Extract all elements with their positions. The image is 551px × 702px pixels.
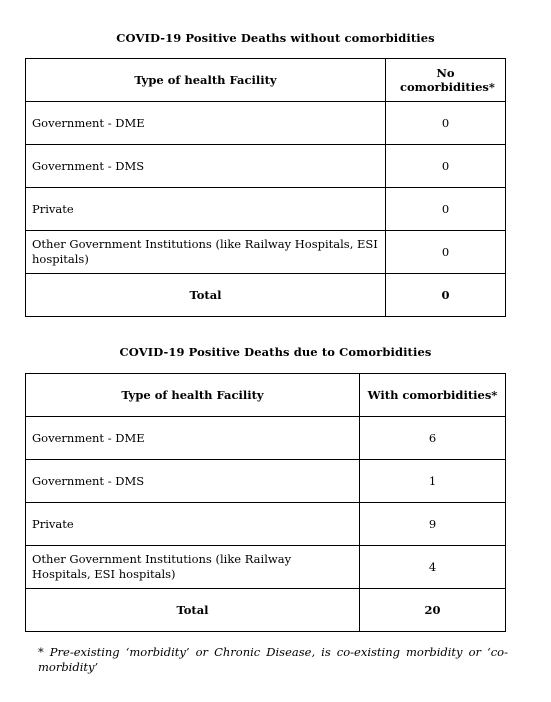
table-row [26,503,506,546]
table-row [26,546,506,589]
total-label: Total [26,274,386,317]
table-header-row [26,59,506,102]
row-label: Government - DME [26,102,386,145]
total-value: 20 [360,589,506,632]
table-row [26,188,506,231]
row-value: 6 [360,417,506,460]
row-label: Government - DMS [26,145,386,188]
table1-title: COVID-19 Positive Deaths without comorbidities [116,31,435,45]
row-value: 0 [386,102,506,145]
header-facility-type: Type of health Facility [26,374,360,417]
table-row [26,460,506,503]
row-label: Private [26,188,386,231]
header-with-comorbidities: With comorbidities* [360,374,506,417]
total-label: Total [26,589,360,632]
row-value: 0 [386,188,506,231]
no-comorbidities-table [25,58,506,317]
table2-title: COVID-19 Positive Deaths due to Comorbidities [119,345,432,359]
row-label: Private [26,503,360,546]
row-value: 0 [386,145,506,188]
row-value: 4 [360,546,506,589]
row-value: 1 [360,460,506,503]
total-row [26,274,506,317]
row-label: Government - DME [26,417,360,460]
header-facility-type: Type of health Facility [26,59,386,102]
table-header-row [26,374,506,417]
table-row [26,102,506,145]
table-row [26,145,506,188]
total-value: 0 [386,274,506,317]
row-value: 0 [386,231,506,274]
row-label: Other Government Institutions (like Railway Hospitals, ESI hospitals) [26,546,360,589]
total-row [26,589,506,632]
footnote: * Pre-existing ‘morbidity’ or Chronic Disease, is co-existing morbidity or ‘co-morbidity’ [38,645,508,674]
table-row [26,231,506,274]
header-no-comorbidities: No comorbidities* [386,59,506,102]
row-label: Government - DMS [26,460,360,503]
table-row [26,417,506,460]
with-comorbidities-table [25,373,506,632]
row-value: 9 [360,503,506,546]
row-label: Other Government Institutions (like Railway Hospitals, ESI hospitals) [26,231,386,274]
